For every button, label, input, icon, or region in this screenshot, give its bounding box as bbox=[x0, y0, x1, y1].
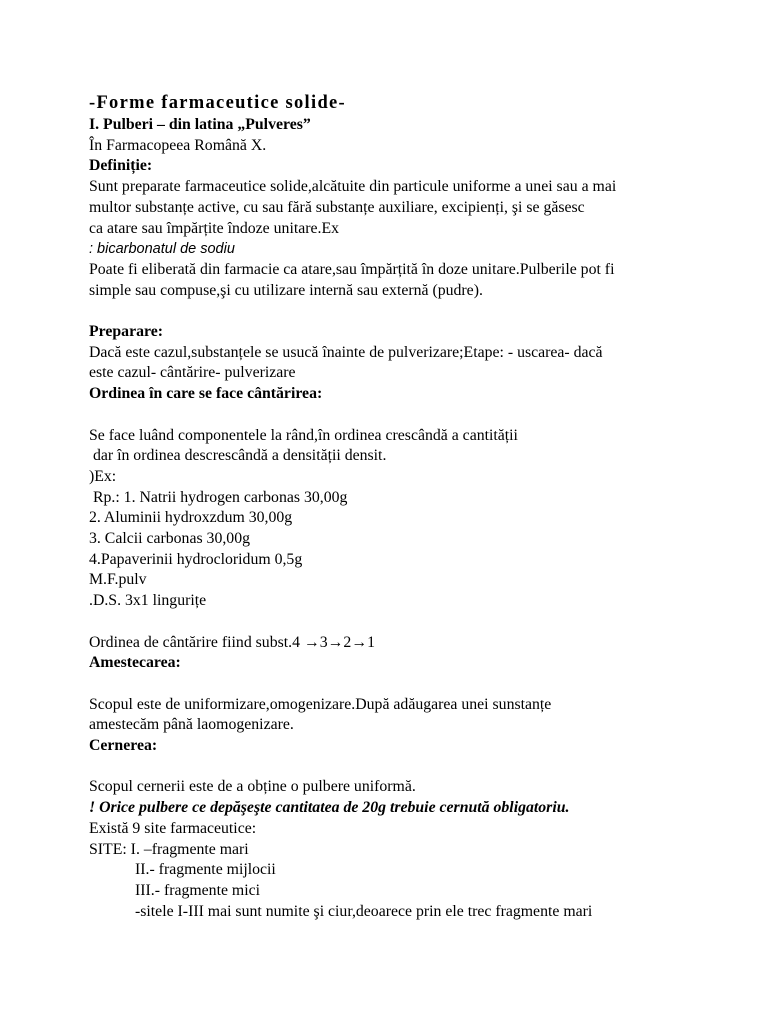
text-line: )Ex: bbox=[89, 467, 117, 485]
document-body bbox=[89, 92, 729, 922]
text-line: M.F.pulv bbox=[89, 571, 147, 589]
blank-line bbox=[89, 301, 729, 322]
document-title: -Forme farmaceutice solide- bbox=[89, 93, 347, 113]
text-line: III.- fragmente mici bbox=[135, 881, 260, 899]
text-line: dar în ordinea descrescândă a densității densit. bbox=[89, 447, 387, 465]
text-line: ! Orice pulbere ce depăşeşte cantitatea de 20g trebuie cernută obligatoriu. bbox=[89, 799, 570, 817]
text-line: Scopul este de uniformizare,omogenizare.După adăugarea unei sunstanțe bbox=[89, 695, 552, 713]
text-line: 2. Aluminii hydroxzdum 30,00g bbox=[89, 509, 293, 527]
text-line: .D.S. 3x1 lingurițe bbox=[89, 592, 207, 610]
text-line: Cernerea: bbox=[89, 737, 158, 755]
blank-line bbox=[89, 757, 729, 778]
text-line: Amestecarea: bbox=[89, 654, 181, 672]
text-line: : bicarbonatul de sodiu bbox=[89, 241, 235, 258]
text-line: -sitele I-III mai sunt numite şi ciur,deoarece prin ele trec fragmente mari bbox=[135, 902, 593, 920]
text-line: Rp.: 1. Natrii hydrogen carbonas 30,00g bbox=[89, 488, 348, 506]
text-line: Scopul cernerii este de a obține o pulbere uniformă. bbox=[89, 778, 416, 796]
text-line: SITE: I. –fragmente mari bbox=[89, 840, 249, 858]
text-line: Dacă este cazul,substanțele se usucă înainte de pulverizare;Etape: - uscarea- dacă bbox=[89, 343, 603, 361]
text-line: Poate fi eliberată din farmacie ca atare,sau împărțită în doze unitare.Pulberile pot fi bbox=[89, 260, 615, 278]
text-line: Definiție: bbox=[89, 157, 153, 175]
blank-line bbox=[89, 405, 729, 426]
text-line: 3. Calcii carbonas 30,00g bbox=[89, 530, 251, 548]
text-line: amestecăm până laomogenizare. bbox=[89, 716, 294, 734]
text-line: Se face luând componentele la rând,în ordinea crescândă a cantității bbox=[89, 426, 518, 444]
document-lines bbox=[89, 115, 729, 922]
blank-line bbox=[89, 612, 729, 633]
text-line: Sunt preparate farmaceutice solide,alcătuite din particule uniforme a unei sau a mai bbox=[89, 178, 617, 196]
text-line: Preparare: bbox=[89, 323, 163, 341]
text-line: 4.Papaverinii hydrocloridum 0,5g bbox=[89, 550, 303, 568]
text-line: În Farmacopeea Română X. bbox=[89, 136, 267, 154]
text-line: Ordinea de cântărire fiind subst.4 →3→2→1 bbox=[89, 633, 376, 651]
text-line: I. Pulberi – din latina „Pulveres” bbox=[89, 116, 311, 133]
text-line: Există 9 site farmaceutice: bbox=[89, 819, 257, 837]
text-line: este cazul- cântărire- pulverizare bbox=[89, 364, 296, 382]
text-line: II.- fragmente mijlocii bbox=[135, 861, 276, 879]
text-line: simple sau compuse,şi cu utilizare internă sau externă (pudre). bbox=[89, 281, 483, 299]
blank-line bbox=[89, 674, 729, 695]
text-line: Ordinea în care se face cântărirea: bbox=[89, 385, 323, 403]
text-line: multor substanțe active, cu sau fără substanțe auxiliare, excipienți, şi se găsesc bbox=[89, 198, 585, 216]
text-line: ca atare sau împărțite îndoze unitare.Ex bbox=[89, 219, 339, 237]
